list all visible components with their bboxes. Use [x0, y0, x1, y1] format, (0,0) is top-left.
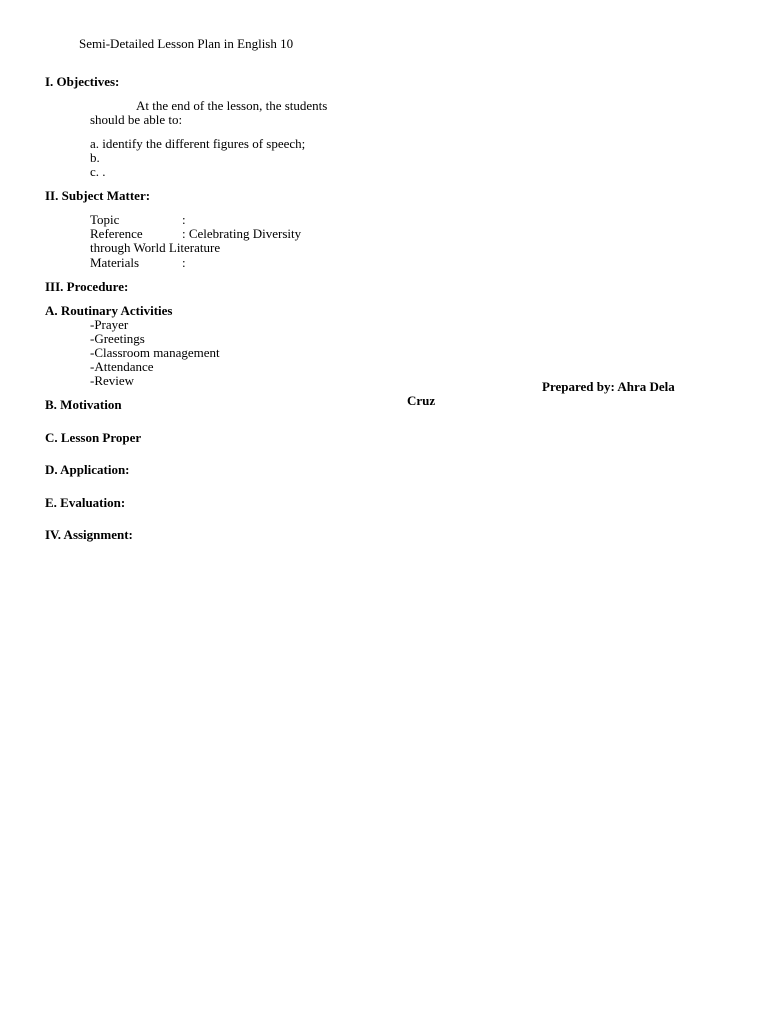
- routinary-item-greetings: -Greetings: [90, 331, 145, 346]
- topic-value: :: [182, 212, 186, 227]
- materials-value: :: [182, 255, 186, 270]
- routinary-item-classroom-management: -Classroom management: [90, 345, 220, 360]
- materials-label: Materials: [90, 255, 140, 270]
- reference-value: : Celebrating Diversity: [182, 226, 302, 241]
- document-title: Semi-Detailed Lesson Plan in English 10: [79, 36, 294, 51]
- subject-matter-heading: II. Subject Matter:: [45, 188, 151, 203]
- prepared-by-line1: Prepared by: Ahra Dela: [542, 379, 675, 394]
- objective-item-c: c. .: [90, 164, 106, 179]
- routinary-item-prayer: -Prayer: [90, 317, 129, 332]
- routinary-item-attendance: -Attendance: [90, 359, 154, 374]
- reference-label: Reference: [90, 226, 143, 241]
- lesson-proper-heading: C. Lesson Proper: [45, 430, 142, 445]
- objectives-heading: I. Objectives:: [45, 74, 120, 89]
- objective-item-b: b.: [90, 150, 100, 165]
- application-heading: D. Application:: [45, 462, 130, 477]
- motivation-heading: B. Motivation: [45, 397, 122, 412]
- materials-row: [90, 256, 186, 270]
- objective-item-a: a. identify the different figures of speech;: [90, 136, 306, 151]
- reference-row: [90, 227, 301, 241]
- procedure-heading: III. Procedure:: [45, 279, 129, 294]
- objectives-intro-line2: should be able to:: [90, 112, 183, 127]
- evaluation-heading: E. Evaluation:: [45, 495, 126, 510]
- assignment-heading: IV. Assignment:: [45, 527, 133, 542]
- topic-row: [90, 213, 186, 227]
- objectives-intro-line1: At the end of the lesson, the students: [136, 98, 328, 113]
- prepared-by-line2: Cruz: [407, 393, 436, 408]
- routinary-item-review: -Review: [90, 373, 135, 388]
- topic-label: Topic: [90, 212, 120, 227]
- routinary-activities-heading: A. Routinary Activities: [45, 303, 173, 318]
- reference-continuation: through World Literature: [90, 240, 221, 255]
